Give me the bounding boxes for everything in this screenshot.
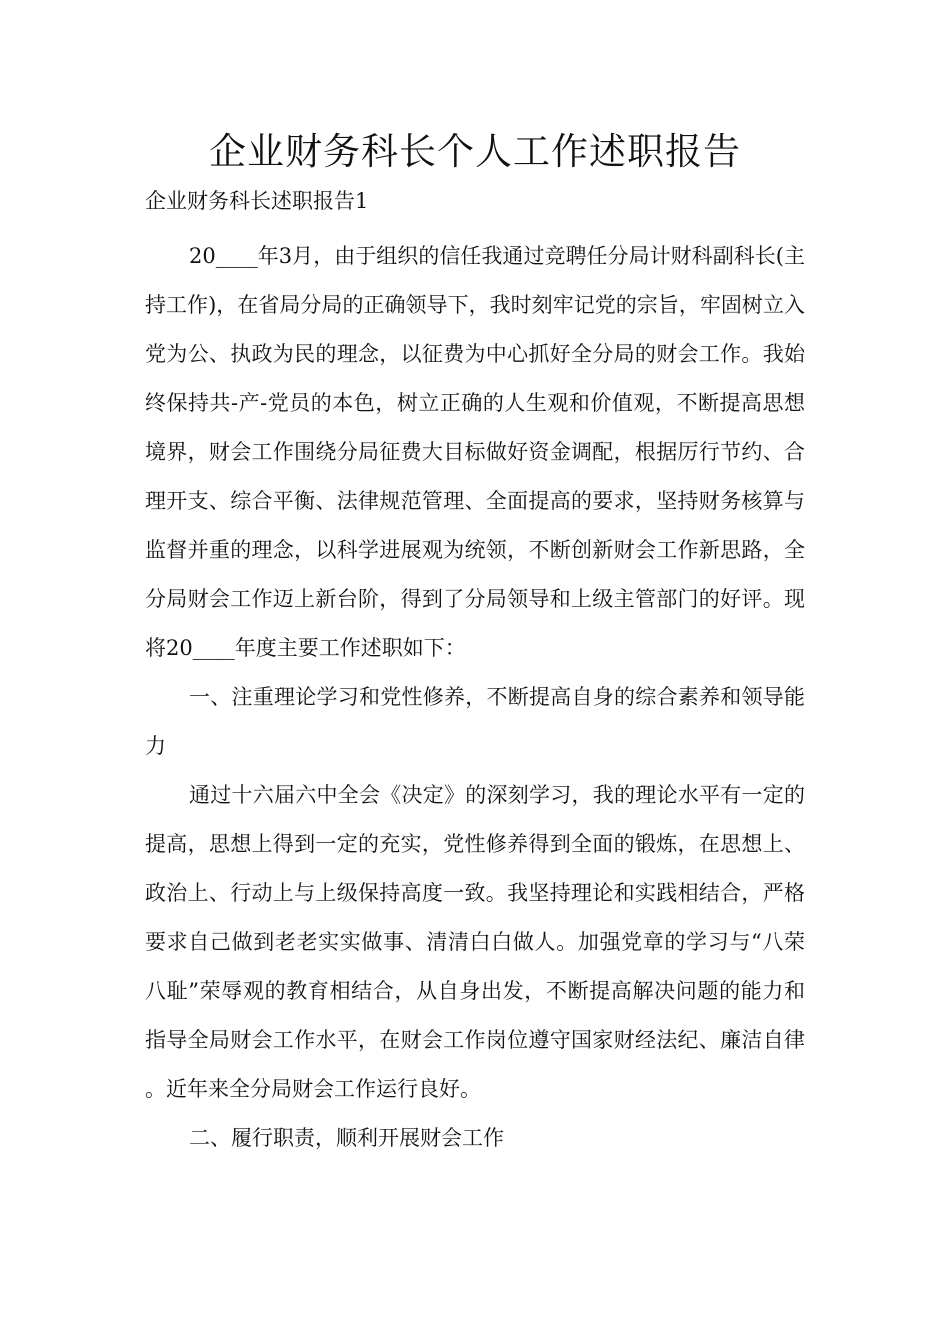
paragraph-intro: 20____年3月，由于组织的信任我通过竞聘任分局计财科副科长(主持工作)，在省局分局的正确领导下，我时刻牢记党的宗旨，牢固树立入党为公、执政为民的理念，以征费为中心抓好全分局的财会工作。我始终保持共-产-党员的本色，树立正确的人生观和价值观，不断提高思想境界，财会工作围绕分局征费大目标做好资金调配，根据厉行节约、合理开支、综合平衡、法律规范管理、全面提高的要求，坚持财务核算与监督并重的理念，以科学进展观为统领，不断创新财会工作新思路，全分局财会工作迈上新台阶，得到了分局领导和上级主管部门的好评。现将20____年度主要工作述职如下：	[145, 244, 805, 660]
document-body	[145, 232, 805, 1163]
section-heading-2: 二、履行职责，顺利开展财会工作	[189, 1126, 504, 1150]
page-title: 企业财务科长个人工作述职报告	[209, 130, 741, 173]
paragraph-section-1: 通过十六届六中全会《决定》的深刻学习，我的理论水平有一定的提高，思想上得到一定的充实，党性修养得到全面的锻炼，在思想上、政治上、行动上与上级保持高度一致。我坚持理论和实践相结合，严格要求自己做到老老实实做事、清清白白做人。加强党章的学习与“八荣八耻”荣辱观的教育相结合，从自身出发，不断提高解决问题的能力和指导全局财会工作水平，在财会工作岗位遵守国家财经法纪、廉洁自律。近年来全分局财会工作运行良好。	[145, 783, 805, 1101]
document-subtitle: 企业财务科长述职报告1	[145, 189, 369, 213]
section-heading-1: 一、注重理论学习和党性修养，不断提高自身的综合素养和领导能力	[145, 685, 805, 758]
